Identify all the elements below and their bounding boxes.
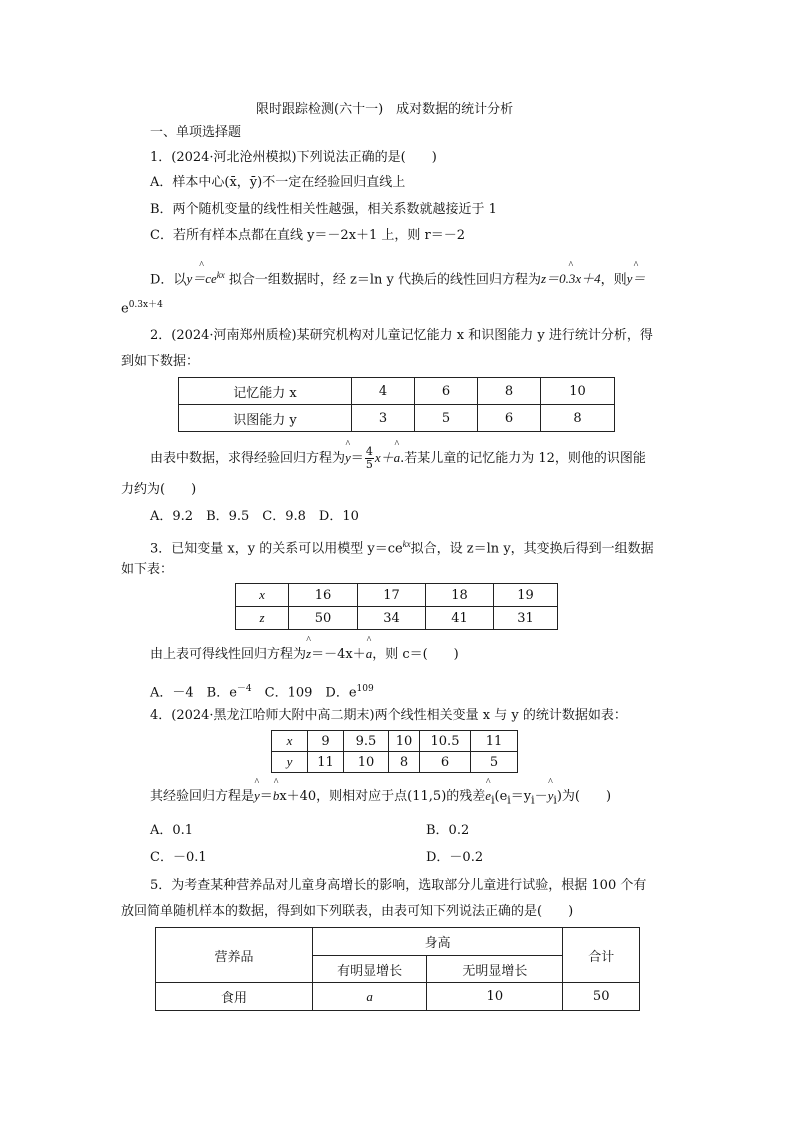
table-cell: 50	[289, 607, 358, 630]
q1-d-cont: e	[121, 301, 129, 317]
table-cell: a	[312, 983, 426, 1011]
q1-d-text4: ^ y＝	[627, 270, 646, 288]
table-cell: 5	[471, 752, 518, 773]
q4-sub-3: i	[531, 793, 535, 807]
q4-after-text2: x＋40，则相对应于点(11,5)的残差	[279, 789, 486, 804]
q4-option-d: D．－0.2	[426, 850, 484, 865]
q1-stem: 1．(2024·河北沧州模拟)下列说法正确的是( )	[150, 150, 437, 165]
table-cell: 11	[308, 752, 344, 773]
q4-after-text1: 其经验回归方程是	[150, 789, 255, 804]
q2-reg-x: x＋	[374, 450, 394, 465]
q3-stem-2: 如下表：	[121, 562, 174, 577]
table-header: 营养品	[156, 928, 313, 983]
q4-after-e2: ＝y	[510, 789, 532, 804]
q2-table	[178, 377, 615, 432]
q3-stem-text1: 3．已知变量 x，y 的关系可以用模型 y＝ce	[150, 541, 403, 557]
table-cell: 5	[415, 405, 478, 432]
table-header: 无明显增长	[427, 956, 563, 983]
table-cell: 6	[420, 752, 471, 773]
q4-sub-4: i	[553, 793, 557, 807]
q2-reg-eq: ＝	[350, 451, 364, 466]
q2-reg-frac	[365, 446, 374, 471]
table-cell: 17	[358, 584, 426, 607]
q2-after-3: 力约为( )	[121, 482, 197, 497]
table-cell: 6	[478, 405, 541, 432]
q5-stem-2: 放回简单随机样本的数据，得到如下列联表，由表可知下列说法正确的是( )	[121, 904, 574, 919]
q2-after-1	[150, 446, 646, 471]
table-cell: 18	[426, 584, 494, 607]
q4-after-f: －	[534, 789, 548, 804]
q4-after-g: )为( )	[556, 789, 612, 804]
q4-option-a: A．0.1	[150, 823, 194, 838]
table-cell: 34	[358, 607, 426, 630]
q4-stem: 4．(2024·黑龙江哈师大附中高二期末)两个线性相关变量 x 与 y 的统计数据如表：	[150, 708, 627, 723]
table-cell: 9.5	[344, 731, 389, 752]
q2-frac-num: 4	[365, 445, 373, 458]
q1-d-model: ^ y＝ce	[186, 270, 216, 288]
q3-options	[150, 680, 374, 702]
table-cell: y	[272, 752, 308, 773]
table-cell: 10	[344, 752, 389, 773]
table-cell: 8	[478, 378, 541, 405]
q4-sub-1: i	[491, 793, 495, 807]
section-heading: 一、单项选择题	[150, 125, 242, 140]
table-cell: 6	[415, 378, 478, 405]
q4-option-b: B．0.2	[426, 823, 470, 838]
table-cell: 50	[563, 983, 640, 1011]
q4-after-y: ^ y	[254, 787, 260, 805]
table-header: 有明显增长	[312, 956, 426, 983]
table-cell: 4	[352, 378, 415, 405]
table-cell: 记忆能力 x	[179, 378, 352, 405]
q3-after-text1: 由上表可得线性回归方程为	[150, 647, 307, 662]
q1-option-b: B．两个随机变量的线性相关性越强，相关系数就越接近于 1	[150, 202, 497, 217]
q3-after-a: ^ a	[366, 645, 373, 663]
q1-option-c: C．若所有样本点都在直线 y＝－2x＋1 上，则 r＝－2	[150, 228, 466, 243]
table-cell: 16	[289, 584, 358, 607]
table-cell: 10	[427, 983, 563, 1011]
q1-option-d-cont	[121, 296, 163, 318]
q5-stem-1: 5．为考查某种营养品对儿童身高增长的影响，选取部分儿童进行试验，根据 100 个有	[150, 878, 647, 893]
q1-d-reg: ^ z＝0.3x＋4	[541, 270, 601, 288]
q3-opt-a: A．－4 B．e	[150, 685, 237, 701]
table-cell: 10	[541, 378, 615, 405]
q4-sub-2: i	[507, 793, 511, 807]
table-cell: 食用	[156, 983, 313, 1011]
table-header: 身高	[312, 928, 562, 956]
table-cell: x	[272, 731, 308, 752]
q4-after-e: ^ e	[485, 787, 491, 805]
q5-table	[155, 927, 640, 1011]
q3-after-text2: ，则 c＝( )	[372, 647, 459, 662]
q3-after-mid: ＝－4x＋	[311, 647, 366, 662]
table-cell: 19	[494, 584, 558, 607]
q4-after-eq: ＝	[259, 789, 273, 804]
table-cell: 11	[471, 731, 518, 752]
q3-stem-1	[150, 535, 654, 558]
table-cell: 3	[352, 405, 415, 432]
table-header: 合计	[563, 928, 640, 983]
table-cell: 8	[389, 752, 420, 773]
q4-after-d: (e	[494, 789, 508, 804]
q3-opt-d-exp: 109	[356, 684, 374, 694]
q1-d-cont-exp: 0.3x＋4	[128, 300, 163, 310]
page-title: 限时跟踪检测(六十一) 成对数据的统计分析	[256, 102, 514, 117]
q2-after-text1: 由表中数据，求得经验回归方程为	[150, 451, 346, 466]
table-cell: 10	[389, 731, 420, 752]
q4-option-c: C．－0.1	[150, 850, 207, 865]
q4-after-b: ^ b	[273, 787, 280, 805]
q1-d-model-exp: kx	[216, 270, 225, 280]
table-cell: z	[236, 607, 289, 630]
q1-option-a: A．样本中心(x̄，ȳ)不一定在经验回归直线上	[150, 175, 406, 190]
table-cell: 41	[426, 607, 494, 630]
q1-d-text1: D．以	[150, 272, 187, 288]
q2-after-text2: .若某儿童的记忆能力为 12，则他的识图能	[400, 451, 646, 466]
q3-after-z: ^ z	[306, 645, 311, 663]
q3-opt-c: C．109 D．e	[251, 685, 357, 701]
q3-stem-exp: kx	[402, 539, 411, 549]
table-cell: 31	[494, 607, 558, 630]
q2-stem-2: 到如下数据：	[121, 354, 200, 369]
table-cell: 识图能力 y	[179, 405, 352, 432]
q4-after-yi: ^ y	[548, 787, 554, 805]
q2-frac-den: 5	[365, 458, 373, 471]
q4-after	[150, 787, 611, 810]
table-cell: 9	[308, 731, 344, 752]
q2-stem-1: 2．(2024·河南郑州质检)某研究机构对儿童记忆能力 x 和识图能力 y 进行统计分析，得	[150, 328, 653, 343]
q4-table	[271, 730, 518, 773]
table-cell: 8	[541, 405, 615, 432]
q3-opt-a-exp: －4	[236, 684, 252, 694]
q1-d-text3: ，则	[600, 272, 627, 288]
q3-stem-text2: 拟合，设 z＝ln y，其变换后得到一组数据	[410, 541, 654, 557]
q3-after	[150, 645, 459, 664]
q2-reg-y: ^ y	[345, 449, 351, 467]
q2-options: A．9.2 B．9.5 C．9.8 D．10	[150, 509, 359, 524]
q3-table	[235, 583, 558, 630]
table-cell: 10.5	[420, 731, 471, 752]
q1-d-text2: 拟合一组数据时，经 z＝ln y 代换后的线性回归方程为	[228, 272, 542, 288]
q2-reg-a: ^ a	[394, 449, 401, 467]
table-cell: x	[236, 584, 289, 607]
q1-option-d	[150, 266, 645, 289]
